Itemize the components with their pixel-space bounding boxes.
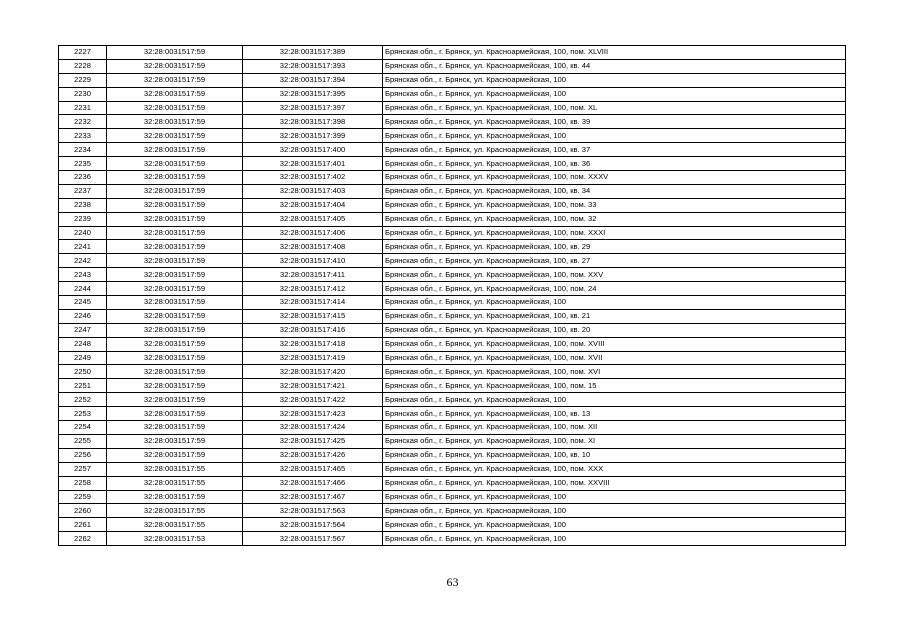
parent-cadastral-cell: 32:28:0031517:59 <box>107 46 243 60</box>
row-number-cell: 2239 <box>59 212 107 226</box>
parent-cadastral-cell: 32:28:0031517:55 <box>107 476 243 490</box>
parent-cadastral-cell: 32:28:0031517:59 <box>107 254 243 268</box>
cadastral-number-cell: 32:28:0031517:563 <box>243 504 383 518</box>
cadastral-number-cell: 32:28:0031517:424 <box>243 421 383 435</box>
parent-cadastral-cell: 32:28:0031517:59 <box>107 337 243 351</box>
row-number-cell: 2230 <box>59 87 107 101</box>
address-cell: Брянская обл., г. Брянск, ул. Красноармейская, 100, кв. 36 <box>383 157 846 171</box>
page-number: 63 <box>446 575 459 589</box>
parent-cadastral-cell: 32:28:0031517:59 <box>107 490 243 504</box>
cadastral-number-cell: 32:28:0031517:411 <box>243 268 383 282</box>
address-cell: Брянская обл., г. Брянск, ул. Красноармейская, 100 <box>383 532 846 546</box>
table-row <box>59 490 846 504</box>
cadastral-number-cell: 32:28:0031517:423 <box>243 407 383 421</box>
cadastral-number-cell: 32:28:0031517:406 <box>243 226 383 240</box>
address-cell: Брянская обл., г. Брянск, ул. Красноармейская, 100, кв. 29 <box>383 240 846 254</box>
parent-cadastral-cell: 32:28:0031517:59 <box>107 212 243 226</box>
table-row <box>59 143 846 157</box>
cadastral-number-cell: 32:28:0031517:395 <box>243 87 383 101</box>
row-number-cell: 2233 <box>59 129 107 143</box>
cadastral-number-cell: 32:28:0031517:394 <box>243 73 383 87</box>
address-cell: Брянская обл., г. Брянск, ул. Красноармейская, 100, пом. 24 <box>383 282 846 296</box>
row-number-cell: 2259 <box>59 490 107 504</box>
parent-cadastral-cell: 32:28:0031517:59 <box>107 73 243 87</box>
address-cell: Брянская обл., г. Брянск, ул. Красноармейская, 100, пом. XL <box>383 101 846 115</box>
parent-cadastral-cell: 32:28:0031517:59 <box>107 296 243 310</box>
table-row <box>59 184 846 198</box>
parent-cadastral-cell: 32:28:0031517:59 <box>107 407 243 421</box>
table-row <box>59 337 846 351</box>
parent-cadastral-cell: 32:28:0031517:59 <box>107 393 243 407</box>
cadastral-number-cell: 32:28:0031517:567 <box>243 532 383 546</box>
table-row <box>59 101 846 115</box>
cadastral-number-cell: 32:28:0031517:467 <box>243 490 383 504</box>
address-cell: Брянская обл., г. Брянск, ул. Красноармейская, 100, пом. XI <box>383 434 846 448</box>
cadastral-number-cell: 32:28:0031517:412 <box>243 282 383 296</box>
row-number-cell: 2240 <box>59 226 107 240</box>
address-cell: Брянская обл., г. Брянск, ул. Красноармейская, 100 <box>383 504 846 518</box>
table-row <box>59 115 846 129</box>
table-row <box>59 504 846 518</box>
cadastral-number-cell: 32:28:0031517:393 <box>243 59 383 73</box>
address-cell: Брянская обл., г. Брянск, ул. Красноармейская, 100, пом. XVII <box>383 351 846 365</box>
parent-cadastral-cell: 32:28:0031517:53 <box>107 532 243 546</box>
table-row <box>59 407 846 421</box>
address-cell: Брянская обл., г. Брянск, ул. Красноармейская, 100, кв. 39 <box>383 115 846 129</box>
table-row <box>59 212 846 226</box>
row-number-cell: 2246 <box>59 309 107 323</box>
table-row <box>59 254 846 268</box>
address-cell: Брянская обл., г. Брянск, ул. Красноармейская, 100 <box>383 490 846 504</box>
row-number-cell: 2231 <box>59 101 107 115</box>
parent-cadastral-cell: 32:28:0031517:59 <box>107 282 243 296</box>
row-number-cell: 2256 <box>59 448 107 462</box>
cadastral-number-cell: 32:28:0031517:420 <box>243 365 383 379</box>
parent-cadastral-cell: 32:28:0031517:59 <box>107 379 243 393</box>
row-number-cell: 2247 <box>59 323 107 337</box>
parent-cadastral-cell: 32:28:0031517:59 <box>107 323 243 337</box>
address-cell: Брянская обл., г. Брянск, ул. Красноармейская, 100, кв. 34 <box>383 184 846 198</box>
parent-cadastral-cell: 32:28:0031517:59 <box>107 268 243 282</box>
address-cell: Брянская обл., г. Брянск, ул. Красноармейская, 100, пом. 32 <box>383 212 846 226</box>
address-cell: Брянская обл., г. Брянск, ул. Красноармейская, 100 <box>383 87 846 101</box>
row-number-cell: 2228 <box>59 59 107 73</box>
address-cell: Брянская обл., г. Брянск, ул. Красноармейская, 100, пом. XII <box>383 421 846 435</box>
address-cell: Брянская обл., г. Брянск, ул. Красноармейская, 100, кв. 37 <box>383 143 846 157</box>
table-row <box>59 421 846 435</box>
row-number-cell: 2250 <box>59 365 107 379</box>
parent-cadastral-cell: 32:28:0031517:59 <box>107 434 243 448</box>
cadastral-number-cell: 32:28:0031517:421 <box>243 379 383 393</box>
row-number-cell: 2235 <box>59 157 107 171</box>
row-number-cell: 2234 <box>59 143 107 157</box>
row-number-cell: 2248 <box>59 337 107 351</box>
address-cell: Брянская обл., г. Брянск, ул. Красноармейская, 100, пом. XXXI <box>383 226 846 240</box>
table-row <box>59 198 846 212</box>
table-row <box>59 129 846 143</box>
cadastral-number-cell: 32:28:0031517:402 <box>243 171 383 185</box>
parent-cadastral-cell: 32:28:0031517:59 <box>107 198 243 212</box>
parent-cadastral-cell: 32:28:0031517:59 <box>107 365 243 379</box>
parent-cadastral-cell: 32:28:0031517:59 <box>107 240 243 254</box>
table-row <box>59 365 846 379</box>
row-number-cell: 2262 <box>59 532 107 546</box>
table-row <box>59 240 846 254</box>
row-number-cell: 2241 <box>59 240 107 254</box>
parent-cadastral-cell: 32:28:0031517:55 <box>107 462 243 476</box>
table-row <box>59 157 846 171</box>
address-cell: Брянская обл., г. Брянск, ул. Красноармейская, 100, пом. XXVIII <box>383 476 846 490</box>
table-row <box>59 73 846 87</box>
address-cell: Брянская обл., г. Брянск, ул. Красноармейская, 100, пом. XVIII <box>383 337 846 351</box>
row-number-cell: 2227 <box>59 46 107 60</box>
parent-cadastral-cell: 32:28:0031517:59 <box>107 184 243 198</box>
cadastral-number-cell: 32:28:0031517:398 <box>243 115 383 129</box>
parent-cadastral-cell: 32:28:0031517:59 <box>107 59 243 73</box>
table-row <box>59 46 846 60</box>
row-number-cell: 2245 <box>59 296 107 310</box>
parent-cadastral-cell: 32:28:0031517:59 <box>107 171 243 185</box>
row-number-cell: 2257 <box>59 462 107 476</box>
cadastral-number-cell: 32:28:0031517:389 <box>243 46 383 60</box>
address-cell: Брянская обл., г. Брянск, ул. Красноармейская, 100 <box>383 518 846 532</box>
cadastral-number-cell: 32:28:0031517:425 <box>243 434 383 448</box>
cadastral-number-cell: 32:28:0031517:414 <box>243 296 383 310</box>
parent-cadastral-cell: 32:28:0031517:59 <box>107 157 243 171</box>
row-number-cell: 2252 <box>59 393 107 407</box>
address-cell: Брянская обл., г. Брянск, ул. Красноармейская, 100 <box>383 73 846 87</box>
cadastral-number-cell: 32:28:0031517:404 <box>243 198 383 212</box>
address-cell: Брянская обл., г. Брянск, ул. Красноармейская, 100 <box>383 129 846 143</box>
parent-cadastral-cell: 32:28:0031517:55 <box>107 504 243 518</box>
row-number-cell: 2255 <box>59 434 107 448</box>
table-row <box>59 518 846 532</box>
address-cell: Брянская обл., г. Брянск, ул. Красноармейская, 100, кв. 44 <box>383 59 846 73</box>
address-cell: Брянская обл., г. Брянск, ул. Красноармейская, 100, пом. XXXV <box>383 171 846 185</box>
table-row <box>59 434 846 448</box>
row-number-cell: 2229 <box>59 73 107 87</box>
table-row <box>59 226 846 240</box>
table-row <box>59 87 846 101</box>
row-number-cell: 2232 <box>59 115 107 129</box>
cadastral-number-cell: 32:28:0031517:419 <box>243 351 383 365</box>
address-cell: Брянская обл., г. Брянск, ул. Красноармейская, 100, кв. 21 <box>383 309 846 323</box>
address-cell: Брянская обл., г. Брянск, ул. Красноармейская, 100, пом. XLVIII <box>383 46 846 60</box>
row-number-cell: 2236 <box>59 171 107 185</box>
row-number-cell: 2253 <box>59 407 107 421</box>
row-number-cell: 2244 <box>59 282 107 296</box>
parent-cadastral-cell: 32:28:0031517:59 <box>107 226 243 240</box>
table-body <box>59 46 846 546</box>
address-cell: Брянская обл., г. Брянск, ул. Красноармейская, 100, пом. 15 <box>383 379 846 393</box>
table-row <box>59 323 846 337</box>
address-cell: Брянская обл., г. Брянск, ул. Красноармейская, 100, кв. 27 <box>383 254 846 268</box>
address-cell: Брянская обл., г. Брянск, ул. Красноармейская, 100, кв. 13 <box>383 407 846 421</box>
cadastral-number-cell: 32:28:0031517:403 <box>243 184 383 198</box>
row-number-cell: 2249 <box>59 351 107 365</box>
parent-cadastral-cell: 32:28:0031517:59 <box>107 143 243 157</box>
parent-cadastral-cell: 32:28:0031517:59 <box>107 115 243 129</box>
table-row <box>59 268 846 282</box>
parent-cadastral-cell: 32:28:0031517:59 <box>107 129 243 143</box>
table-row <box>59 532 846 546</box>
row-number-cell: 2238 <box>59 198 107 212</box>
cadastral-number-cell: 32:28:0031517:415 <box>243 309 383 323</box>
cadastral-number-cell: 32:28:0031517:465 <box>243 462 383 476</box>
address-cell: Брянская обл., г. Брянск, ул. Красноармейская, 100 <box>383 393 846 407</box>
table-row <box>59 379 846 393</box>
address-cell: Брянская обл., г. Брянск, ул. Красноармейская, 100 <box>383 296 846 310</box>
cadastral-number-cell: 32:28:0031517:418 <box>243 337 383 351</box>
table-row <box>59 309 846 323</box>
cadastral-number-cell: 32:28:0031517:399 <box>243 129 383 143</box>
cadastral-number-cell: 32:28:0031517:466 <box>243 476 383 490</box>
cadastral-number-cell: 32:28:0031517:408 <box>243 240 383 254</box>
parent-cadastral-cell: 32:28:0031517:55 <box>107 518 243 532</box>
address-cell: Брянская обл., г. Брянск, ул. Красноармейская, 100, кв. 20 <box>383 323 846 337</box>
row-number-cell: 2243 <box>59 268 107 282</box>
row-number-cell: 2260 <box>59 504 107 518</box>
row-number-cell: 2261 <box>59 518 107 532</box>
row-number-cell: 2251 <box>59 379 107 393</box>
table-row <box>59 476 846 490</box>
table-row <box>59 351 846 365</box>
table-row <box>59 393 846 407</box>
address-cell: Брянская обл., г. Брянск, ул. Красноармейская, 100, пом. XXV <box>383 268 846 282</box>
row-number-cell: 2242 <box>59 254 107 268</box>
cadastral-number-cell: 32:28:0031517:400 <box>243 143 383 157</box>
parent-cadastral-cell: 32:28:0031517:59 <box>107 87 243 101</box>
address-cell: Брянская обл., г. Брянск, ул. Красноармейская, 100, пом. 33 <box>383 198 846 212</box>
row-number-cell: 2237 <box>59 184 107 198</box>
address-cell: Брянская обл., г. Брянск, ул. Красноармейская, 100, пом. XVI <box>383 365 846 379</box>
table-row <box>59 282 846 296</box>
row-number-cell: 2258 <box>59 476 107 490</box>
cadastral-number-cell: 32:28:0031517:564 <box>243 518 383 532</box>
parent-cadastral-cell: 32:28:0031517:59 <box>107 351 243 365</box>
registry-table <box>58 45 846 546</box>
table-row <box>59 171 846 185</box>
cadastral-number-cell: 32:28:0031517:397 <box>243 101 383 115</box>
table-row <box>59 448 846 462</box>
cadastral-number-cell: 32:28:0031517:422 <box>243 393 383 407</box>
cadastral-number-cell: 32:28:0031517:405 <box>243 212 383 226</box>
cadastral-number-cell: 32:28:0031517:426 <box>243 448 383 462</box>
parent-cadastral-cell: 32:28:0031517:59 <box>107 309 243 323</box>
parent-cadastral-cell: 32:28:0031517:59 <box>107 421 243 435</box>
table-row <box>59 462 846 476</box>
parent-cadastral-cell: 32:28:0031517:59 <box>107 101 243 115</box>
cadastral-number-cell: 32:28:0031517:401 <box>243 157 383 171</box>
table-row <box>59 296 846 310</box>
parent-cadastral-cell: 32:28:0031517:59 <box>107 448 243 462</box>
address-cell: Брянская обл., г. Брянск, ул. Красноармейская, 100, кв. 10 <box>383 448 846 462</box>
row-number-cell: 2254 <box>59 421 107 435</box>
address-cell: Брянская обл., г. Брянск, ул. Красноармейская, 100, пом. XXX <box>383 462 846 476</box>
table-row <box>59 59 846 73</box>
cadastral-number-cell: 32:28:0031517:416 <box>243 323 383 337</box>
cadastral-number-cell: 32:28:0031517:410 <box>243 254 383 268</box>
